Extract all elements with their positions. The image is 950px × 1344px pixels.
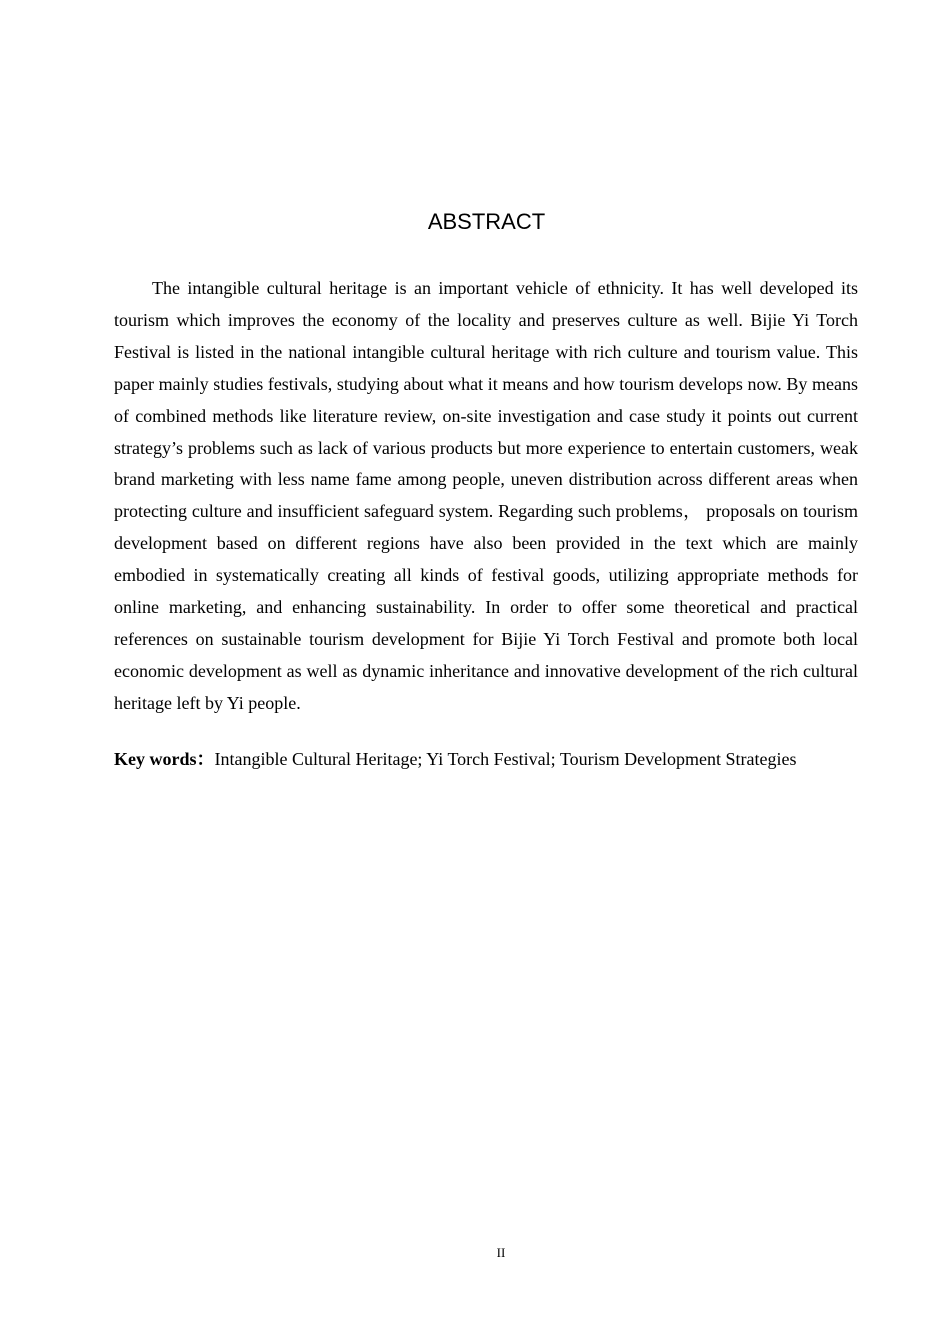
abstract-heading: ABSTRACT xyxy=(427,209,546,234)
abstract-body: The intangible cultural heritage is an important vehicle of ethnicity. It has well developed its tourism which improves the economy of the locality and preserves culture as well. Bijie Yi Torch Festival is listed in the national intangible cultural heritage with rich culture and tourism value. This paper mainly studies festivals, studying about what it means and how tourism develops now. By means of combined methods like literature review, on-site investigation and case study it points out current strategy’s problems such as lack of various products but more experience to entertain customers, weak brand marketing with less name fame among people, uneven distribution across different areas when protecting culture and insufficient safeguard system. Regarding such problems， proposals on tourism development based on different regions have also been provided in the text which are mainly embodied in systematically creating all kinds of festival goods, utilizing appropriate methods for online marketing, and enhancing sustainability. In order to offer some theoretical and practical references on sustainable tourism development for Bijie Yi Torch Festival and promote both local economic development as well as dynamic inheritance and innovative development of the rich cultural heritage left by Yi people. xyxy=(114,278,858,713)
page-number: II xyxy=(496,1245,506,1260)
keywords-value: Intangible Cultural Heritage; Yi Torch Festival; Tourism Development Strategies xyxy=(214,749,797,769)
keywords-label: Key words： xyxy=(114,749,215,769)
keywords-line xyxy=(114,744,874,775)
